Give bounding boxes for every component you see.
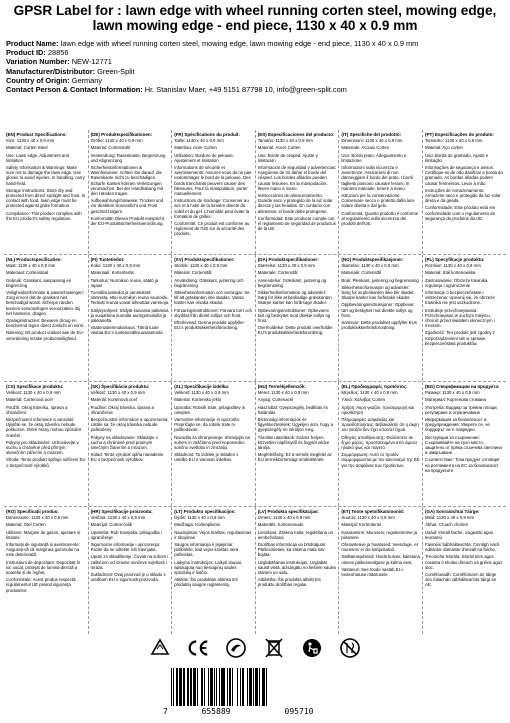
spec-cell — [422, 130, 506, 254]
spec-cell-line: Material: Aço corten — [424, 145, 463, 151]
spec-cell-line: Comhlíonadh: Comhlíonann an táirge seo rialachán sábháilteachta táirgí an AE. — [424, 572, 497, 588]
spec-cell-line: Uso: Borda do gramado, Ajuste e limitação — [424, 152, 489, 163]
spec-cell-line: Инструкции за съхранение: Съхранявайте на сухо място, защитено от пряка слънчева светлина и замръзване. — [424, 434, 502, 456]
spec-cell-line: Instructions de stockage: Conserver au sec et à l'abri de la lumière directe du soleil et du gel. L'humidité peut éviter la formation de grilles. — [174, 198, 250, 219]
spec-cell-heading: (RO) Specificații produs: — [6, 509, 59, 514]
spec-cell-line: Atitiktis: Šis produktas atitinka ES produktų saugos reglamentą. — [174, 577, 238, 588]
spec-cell-line: Anyag: Cortenacél — [257, 397, 294, 403]
spec-cell-line: Vastavus: See toode vastab EL-i tooteohutuse määrusele. — [341, 566, 404, 578]
spec-cell-heading: (ET) Toote spetsifikatsioonid: — [341, 509, 405, 514]
ean-barcode — [163, 668, 347, 716]
barcode-bars — [171, 668, 268, 706]
barcode-digit-right: 095710 — [284, 707, 314, 716]
spec-cell-line: Materiál: Cortenová ocel — [6, 397, 53, 403]
meta-product-id: Product ID: 28856 — [6, 48, 69, 58]
spec-cell-heading: (FR) Spécifications du produit: — [174, 132, 240, 137]
spec-cell-line: Информация за безопасност и предупреждения: Уверете се, че бордюрът не е повреден. — [424, 417, 490, 433]
spec-cell-line: Materiale: Cortenstål — [257, 270, 298, 276]
spec-cell-line: Rozmiar: 1130 x 40 x 0,9 mm — [424, 263, 481, 269]
spec-cell-heading: (HU) Termékjellemzők: — [257, 384, 306, 389]
spec-cell — [171, 130, 255, 254]
spec-cell-line: Sigurnosne informacije i upozorenja: Pazite da ne oštetite rub travnjaka. — [90, 542, 161, 553]
meta-contact: Contact Person & Contact Information: Hr. Stanislav Maer, +49 5151 87798 10, info@green-split.com — [6, 85, 347, 95]
spec-cell-line: Conformitate: Acest produs respectă regulamentul UE privind siguranța produselor. — [6, 577, 76, 593]
spec-cell-line: Turvallisuustiedot ja varoitukset: Varmista, ettei nurmikon reuna vaurioidu. Terävät reunat voivat aiheuttaa vammoja. — [90, 290, 170, 306]
spec-cell-heading: (CS) Specifikace produktu: — [6, 384, 64, 389]
meta-country-of-origin: Country of Origin: Germany — [6, 75, 103, 85]
spec-cell-line: Efterlevnad: Denna produkt uppfyller EU:s produktsäkerhetsförordning. — [174, 320, 244, 331]
spec-cell-line: Veľkosť: 1130 x 40 x 0,9 mm — [90, 390, 145, 396]
spec-cell-line: Dimensioni: 1130 x 40 x 0,9 mm — [341, 138, 403, 144]
spec-cell-line: Förvaringsinstruktioner: Förvara torrt och skyddat från direkt solljus och frost. — [174, 307, 253, 318]
spec-cell-line: Съответствие: Този продукт отговаря на регламента на ЕС за безопасност на продуктите. — [424, 457, 500, 473]
spec-cell-line: Material: Cortenstahl — [90, 145, 131, 151]
product-meta — [6, 39, 504, 94]
eco-circle-icon — [224, 636, 248, 660]
spec-cell-heading: (SL) Specifikacije izdelka: — [174, 384, 230, 389]
spec-cell — [255, 382, 339, 506]
spec-cell-line: Sukladnost: Ovaj proizvod je u skladu s uredbom EU o sigurnosti proizvoda. — [90, 572, 166, 583]
spec-cell-line: Χρήση: Άκρη γκαζόν, προσαρμογή και οριοθέτηση — [341, 404, 415, 415]
spec-cell-line: Atbilstība: Šis produkts atbilst ES produktu drošības regulai. — [257, 577, 321, 588]
spec-cell-line: Sikkerhetsinformasjon og advarsler: Sørg for at plenkanten ikke blir skadet. Skarpe kanter kan forårsake skader. — [341, 284, 415, 301]
spec-cell-line: Materiaal: Cortenstaal — [6, 270, 49, 276]
no-food-icon — [338, 636, 362, 660]
spec-cell-heading: (ES) Especificaciones del producto: — [257, 132, 335, 137]
spec-cell-heading: (DA) Produktspecifikationer: — [257, 257, 319, 262]
spec-cell-line: Saugos informacija ir įspėjimai: Įsitikinkite, kad vejos kraštas nėra pažeistas. — [174, 542, 239, 558]
compliance-marks — [0, 636, 510, 660]
spec-cell-line: Употреба: Бордюр за тревни площи, регулиране и ограничаване — [424, 404, 498, 415]
spec-cell-line: Informations de sécurité et avertissements: Assurez-vous de ne pas endommager le bord de la pelouse. Des bords tranchants peuvent causer des blessures. Pour la manipulation, porter manuellement. — [174, 165, 252, 197]
spec-cell-line: Použití: Okraj trávníku, úprava a ohraničení — [6, 404, 68, 415]
spec-cell-line: Samsvar: Dette produktet oppfyller EUs produktsikkerhetsforordning. — [341, 320, 417, 331]
spec-cell-line: Størrelse: 1130 x 40 x 0,9 mm — [257, 263, 316, 269]
spec-cell-line: Instrucțiuni de depozitare: Depozitați în loc uscat, protejat de lumina directă a soarelui și de îngheț. — [6, 559, 81, 576]
spec-cell-line: Instruções de Armazenamento: Armazene seco e protegido da luz solar direta e da geada. — [424, 187, 501, 204]
spec-cell-line: Size: 1130 x 40 x 0.9 mm — [6, 138, 55, 144]
spec-cell-heading: (EN) Product Specifications: — [6, 132, 67, 137]
spec-cell — [338, 255, 422, 381]
spec-cell-line: Lietošana: Zāliena mala, regulēšana un ierobežošana — [257, 529, 334, 540]
spec-cell-line: Material: Kortensko jeklo — [174, 397, 222, 403]
spec-cell-line: Material: Cortenstål — [174, 270, 212, 276]
spec-cell-line: Användning: Gräskant, justering och begränsning — [174, 277, 244, 288]
spec-cell — [255, 507, 339, 634]
spec-cell-line: Uzglabāšanas instrukcijas: Uzglabāt sausā vietā, aizsargātu no tiešiem saules stariem un sala. — [257, 559, 337, 576]
spec-cell-line: Medžiaga: Kortenplienis — [174, 522, 221, 528]
spec-cell-line: Úsáid: Imeall faiche, coigeartú agus teorannú — [424, 529, 494, 540]
spec-cell — [4, 255, 88, 381]
spec-cell-line: Izmērs: 1130 x 40 x 0,9 mm — [257, 515, 311, 521]
spec-cell-line: Suurus: 1130 x 40 x 0,9 mm — [341, 515, 395, 521]
meta-manufacturer: Manufacturer/Distributor: Green-Split — [6, 66, 135, 76]
spec-cell-line: Bezpečnostní informace a varování: Ujistěte se, že okraj trávníku nebude poškozen. Ostré hrany mohou způsobit zranění. — [6, 417, 81, 438]
spec-cell-heading: (LV) Produkta specifikācijas: — [257, 509, 319, 514]
spec-cell-line: Materiāls: Kortenerauds — [257, 522, 304, 528]
spec-cell-line: Faisnéis Sábháilteachta: Cinntigh nach ndéantar damáiste d'imeall na faiche. — [424, 542, 500, 553]
spec-cell-line: Informazioni sulla sicurezza e avvertenze: Assicurarsi di non danneggiare il bordo del prato. I bordi taglienti possono causare lesioni. In maniera manuale, tenere a mano. — [341, 165, 413, 191]
spec-cell-line: Dydis: 1130 x 40 x 0,9 mm — [174, 515, 225, 521]
spec-cell-line: Bezpečnostné informácie a upozornenia: Uistite sa, že okraj trávnika nebude poškodený. — [90, 417, 169, 433]
wheelie-bin-crossed-icon — [262, 636, 286, 660]
spec-cell-line: Материал: Кортенова стомана — [424, 397, 486, 403]
spec-cell — [338, 382, 422, 506]
spec-cell-line: Conformità: Questo prodotto è conforme al regolamento sulla sicurezza dei prodotti dell'UE. — [341, 210, 419, 227]
spec-cell-line: Säilytysohjeet: Säilytä kuivassa paikassa ja suojattuna suoralta auringonvalolta ja pakkaselta. — [90, 307, 169, 324]
spec-cell-line: Upute za skladištenje: Čuvati na suhom i zaštićeno od izravne sunčeve svjetlosti i mraza. — [90, 554, 169, 570]
spec-cell — [338, 507, 422, 634]
spec-cell — [88, 507, 172, 634]
spec-cell — [171, 507, 255, 634]
spec-cell-line: Tarkoitus: Nurmikon reuna, säätö ja rajaus — [90, 277, 159, 288]
spec-cell-heading: (DE) Produktspezifikationen: — [90, 132, 153, 137]
spec-cell-line: Taille: 1130 x 40 x 0,9 mm — [174, 138, 224, 144]
spec-cell-line: Velikost: 1130 x 40 x 0,9 mm — [6, 390, 61, 396]
spec-cell — [4, 507, 88, 634]
spec-cell-line: Oppbevaringsinstruksjoner: Oppbevar tørt og beskyttet mot direkte sollys og frost. — [341, 302, 414, 318]
spec-cell-line: Použitie: Okraj trávnika, úprava a ohraničenie — [90, 404, 154, 415]
spec-cell-line: Kasutamine: Muruserv, reguleerimine ja piiramine — [341, 529, 418, 540]
language-spec-grid — [4, 130, 506, 634]
spec-row — [4, 506, 506, 634]
spec-cell-line: Πληροφορίες ασφαλείας και προειδοποιήσεις: Βεβαιωθείτε ότι η άκρη του γκαζόν δεν έχει υποστεί ζημιά. — [341, 417, 419, 433]
spec-cell-line: Megfelelőség: Ez a termék megfelel az EU termékbiztonsági rendeletének. — [257, 452, 332, 463]
spec-cell-line: Materiál: Kortenová oceľ — [90, 397, 138, 403]
spec-cell-line: Verwendung: Rasenkante, Begrenzung und Abgrenzung — [90, 152, 166, 163]
spec-cell-line: Οδηγίες αποθήκευσης: Φυλάσσετε σε ξηρό μέρος, προστατευμένο από άμεσο ηλιακό φως και παγετό. — [341, 434, 418, 451]
spec-cell-line: Shoda: Tento produkt splňuje nařízení EU o bezpečnosti výrobků. — [6, 457, 86, 468]
spec-cell — [171, 382, 255, 506]
meta-variation-number: Variation Number: NEW-12771 — [6, 57, 112, 67]
spec-cell-line: Utilisation: Bordure de pelouse, Ajustement et limitation — [174, 152, 234, 163]
spec-cell-line: Velikost: 1130 x 40 x 0,9 mm — [174, 390, 229, 396]
spec-cell-line: Sikkerhedsinformation og advarsler: Sørg for ikke at beskadige græskanten. Skarpe kanter kan forårsage skader. — [257, 290, 333, 306]
spec-cell-line: Istruzioni per la conservazione: Conservare secco e protetto dalla luce solare diretta e dal gelo. — [341, 193, 415, 209]
spec-cell-line: Conformité: Ce produit est conforme au règlement de l'UE sur la sécurité des produits. — [174, 221, 250, 237]
spec-cell-line: Compliance: This product complies with the EU product's safety regulation. — [6, 210, 82, 221]
spec-row — [4, 381, 506, 506]
spec-cell-line: Storlek: 1130 x 40 x 0,9 mm — [174, 263, 228, 269]
spec-cell-heading: (PL) Specyfikacje produktu: — [424, 257, 485, 262]
spec-cell-line: Naleving: Dit product voldoet aan de EU-verordening inzake productveiligheid. — [6, 330, 84, 341]
spec-cell — [88, 382, 172, 506]
spec-cell-line: Instrukcje przechowywania: Przechowywać w suchym miejscu, chronić przed światłem słonecznym i mrozem. — [424, 307, 495, 329]
spec-cell-line: Safety Information & Warnings: Make sure not to damage the lawn edge. Use gloves to avoid injuries. In handling, carry hand-held. — [6, 165, 85, 186]
spec-cell-line: Materijal: Corten čelik — [90, 522, 132, 528]
spec-cell-line: Dimensiune: 1130 x 40 x 0,9 mm — [6, 515, 69, 521]
spec-cell-line: Uporaba: Robnik trate, prilagoditev in omejitev — [174, 404, 246, 415]
spec-cell-line: Pokyny pro skladování: Uchovávejte v suchu a chráněné před přímým slunečním zářením a mrazem. — [6, 439, 79, 456]
spec-cell-line: Informații de siguranță și avertismente: Asigurați-vă că marginea gazonului nu este deteriorată. — [6, 542, 80, 558]
spec-cell — [422, 507, 506, 634]
spec-cell-line: Varnostne informacije in opozorila: Prepričajte se, da robnik trate ni poškodovan. — [174, 417, 240, 433]
spec-cell-line: Upotreba: Rub travnjaka, prilagodba i ograničenje — [90, 529, 162, 540]
spec-cell — [422, 382, 506, 506]
spec-cell-line: Materjal: Kortenteras — [341, 522, 382, 528]
barcode-digits — [163, 707, 347, 716]
spec-cell-line: Conformidade: Este produto está em conformidade com o regulamento de segurança de produtos da UE. — [424, 205, 496, 221]
spec-cell-heading: (HR) Specifikacije proizvoda: — [90, 509, 153, 514]
spec-cell-heading: (EL) Προδιαγραφές προϊόντος: — [341, 384, 408, 389]
spec-cell-line: Materiale: Cortenstål — [341, 270, 382, 276]
spec-cell-line: Treoracha Stórála: Stóráil tirim agus cosanta ó sholas díreach na gréine agus sioc. — [424, 554, 503, 570]
spec-cell-line: Conformidad: Este producto cumple con el reglamento de seguridad de productos de la UE. — [257, 215, 336, 232]
spec-cell — [4, 130, 88, 254]
spec-cell-line: Használat: Gyepszegély, beállítás és határolás — [257, 404, 328, 415]
spec-cell-line: Skladnost: Ta izdelek je skladen z uredbo EU o varnosti izdelkov. — [174, 452, 239, 463]
spec-row — [4, 254, 506, 381]
spec-cell-line: Veiligheidsinformatie & waarschuwingen: Zorg ervoor dat de graskant niet beschadigd wordt. Scherpe randen kunnen verwondingen veroorzaken. Bij het hanteren, dragen. — [6, 290, 84, 316]
spec-cell-line: Aufbewahrungshinweise: Trocken und vor direktem Sonnenlicht und Frost geschützt lagern. — [90, 198, 164, 214]
spec-cell-line: Tárolási utasítások: Száraz helyen, közvetlen napfénytől és fagytól védve tárolja. — [257, 434, 330, 451]
spec-cell-line: Zastosowanie: Obrzeże trawnika, regulacja i ograniczenie — [424, 277, 489, 288]
spec-cell-heading: (GA) Sonraíochtaí Táirge: — [424, 509, 480, 514]
spec-cell-line: Información de seguridad y advertencias: Asegúrese de no dañar el borde del césped. Los bordes afilados pueden causar lesiones. En la manipulación, lleven mano a mano. — [257, 165, 337, 191]
spec-cell-line: Material: Acero Corten — [257, 145, 301, 151]
spec-cell — [4, 382, 88, 506]
spec-cell-line: Navodila za shranjevanje: Shranjujte na suhem in zaščiteno pred neposredno sončno svetlobo in zmrzaljo. — [174, 434, 250, 451]
spec-cell-line: Υλικό: Χάλυβας Corten — [341, 397, 386, 403]
spec-cell-heading: (SK) Špecifikácie produktu: — [90, 384, 150, 389]
spec-cell-line: Maat: 1130 x 40 x 0,9 mm — [6, 263, 56, 269]
spec-cell-line: Vaatimustenmukaisuus: Tämä tuote vastaa EU:n tuoteturvallisuusasetusta. — [90, 325, 164, 336]
spec-cell-line: Zgodność: Ten produkt jest zgodny z rozporządzeniem UE w sprawie bezpieczeństwa produktów. — [424, 330, 495, 346]
spec-cell-heading: (IT) Specifiche del prodotto: — [341, 132, 402, 137]
spec-cell-heading: (NO) Produktspesifikasjoner: — [341, 257, 404, 262]
spec-cell-line: Gebruik: Graskant, aanpassing en begrenzing — [6, 277, 72, 288]
spec-cell-heading: (SV) Produktspecifikationer: — [174, 257, 235, 262]
spec-cell-line: Συμμόρφωση: Αυτό το προϊόν συμμορφώνεται με τον κανονισμό της ΕΕ για την ασφάλεια των προϊόντων. — [341, 452, 420, 468]
spec-cell-line: Instrucciones de almacenamiento: Guarde seco y protegido de la luz solar directa y las heladas. En contacto con alimentos, el borde debe protegerse. — [257, 193, 333, 214]
barcode-digit-prefix: 7 — [163, 707, 168, 716]
spec-cell-line: Naudojimas: Vejos kraštas, reguliavimas ir ribojimas — [174, 529, 252, 540]
spec-cell-line: Tamaño: 1130 x 40 x 0,9 mm — [257, 138, 313, 144]
spec-cell — [88, 130, 172, 254]
spec-cell-line: Размер: 1130 x 40 x 0,9 mm — [424, 390, 480, 396]
spec-cell-line: Material: Corten Steel — [6, 145, 48, 151]
spec-cell-line: Tamanho: 1130 x 40 x 0,9 mm — [424, 138, 483, 144]
spec-cell — [88, 255, 172, 381]
spec-cell — [255, 130, 339, 254]
barcode-digit-left: 655889 — [201, 707, 231, 716]
spec-cell-line: Laikymo instrukcijos: Laikyti sausai, apsaugotą nuo tiesioginių saulės spindulių ir šalčio. — [174, 559, 243, 576]
spec-cell-heading: (NL) Productspecificaties: — [6, 257, 62, 262]
spec-cell-line: Veličina: 1130 x 40 x 0,9 mm — [90, 515, 146, 521]
ce-mark-icon — [186, 636, 210, 660]
spec-cell-line: Súlad: Tento výrobok spĺňa nariadenie EÚ o bezpečnosti výrobkov. — [90, 452, 164, 463]
spec-cell-line: Pokyny na skladovanie: Skladujte v suchu a chránené pred priamym slnečným žiarením a mrazom. — [90, 434, 158, 451]
spec-cell-line: Méret: 1130 x 40 x 0,9 mm — [257, 390, 309, 396]
spec-cell-line: Drošības informācija un brīdinājumi: Pārliecinieties, ka zāliena mala nav bojāta. — [257, 542, 327, 558]
spec-cell-line: Säkerhetsinformation och varningar: Se till att gräskanten inte skadas. Vassa kanter kan orsaka skador. — [174, 290, 250, 306]
spec-cell-line: Méid: 1130 x 40 x 0,9 mm — [424, 515, 475, 521]
spec-cell-line: Materiaali: Kortenteräs — [90, 270, 134, 276]
spec-cell-line: Use: Lawn edge, Adjustment and limitation — [6, 152, 70, 163]
spec-cell — [171, 255, 255, 381]
spec-cell-line: Informações de segurança e avisos: Certifique-se de não danificar a borda do gramado. As bordas afiadas podem causar ferimentos. Levar à mão. — [424, 165, 503, 186]
recycle-triangle-icon — [148, 636, 172, 660]
spec-cell-line: Materiale: Acciaio Corten — [341, 145, 390, 151]
spec-cell-heading: (LT) Produkto specifikacijos: — [174, 509, 236, 514]
spec-cell — [422, 255, 506, 381]
spec-cell-line: Koko: 1130 x 40 x 0,9 mm — [90, 263, 141, 269]
spec-cell-line: Sicherheitsinformationen & Warnhinweise: Achten Sie darauf, die Rasenkante nicht zu beschädigen. Scharfe Kanten können Verletzungen verursachen. Bei der Handhabung mit den Händen tragen. — [90, 165, 163, 197]
spec-cell-line: Ohutusteave ja hoiatused: Veenduge, et muruserv ei ole kahjustatud. — [341, 542, 418, 553]
spec-cell-line: Konformität: Dieses Produkt entspricht der EU-Produktsicherheitsverordnung. — [90, 215, 164, 227]
spec-cell-line: Biztonsági információk és figyelmeztetések: Ügyeljen arra, hogy a gyepszegély ne sérüljön meg. — [257, 417, 334, 433]
spec-cell-line: Overholdelse: Dette produkt overholder EU's produktsikkerhedsforordning. — [257, 325, 333, 336]
spec-cell-line: Ábhar: Cruach chorten — [424, 522, 469, 528]
spec-cell-line: Uso: Borde de césped, Ajuste y limitación — [257, 152, 318, 163]
spec-row — [4, 130, 506, 254]
spec-cell-line: Bruk: Plenkant, justering og begrensning — [341, 277, 419, 283]
spec-cell-line: Größe: 1130 x 40 x 0,9 mm — [90, 138, 143, 144]
barcode-bar — [267, 668, 268, 706]
spec-cell-heading: (PT) Especificações do produto: — [424, 132, 494, 137]
spec-cell-line: Opslaginstructies: Bewaren droog en beschermd tegen direct zonlicht en vorst. — [6, 318, 85, 329]
spec-cell-heading: (BG) Спецификации на продукта: — [424, 384, 500, 389]
spec-cell — [255, 255, 339, 381]
spec-cell-line: Uso: Bordo prato, Adeguamento e limitazione — [341, 152, 407, 163]
spec-cell-line: Størrelse: 1130 x 40 x 0,9 mm — [341, 263, 399, 269]
tidyman-icon — [300, 636, 324, 660]
spec-cell-line: Säilitamisjuhised: Hoida kuivas, kaitstuna otsese päikesevalguse ja külma eest. — [341, 554, 420, 565]
spec-cell-line: Μέγεθος: 1130 x 40 x 0,9 mm — [341, 390, 398, 396]
spec-cell-line: Informacje o bezpieczeństwie i ostrzeżenia: Upewnij się, że obrzeże trawnika nie jest uszkodzone. — [424, 290, 495, 306]
spec-cell — [338, 130, 422, 254]
spec-cell-line: Material: Oțel Corten — [6, 522, 46, 528]
spec-cell-line: Utilizare: Margine de gazon, ajustare și limitare — [6, 529, 81, 540]
spec-cell-line: Matériau: Acier Corten — [174, 145, 217, 151]
meta-product-name: Product Name: lawn edge with wheel running corten steel, mowing edge, lawn mowing edge - end piece, 1130 x 40 x 0.9 mm — [6, 39, 419, 48]
page-title: GPSR Label for : lawn edge with wheel running corten steel, mowing edge, lawn mowing edge - end piece, 1130 x 40 x 0.9 mm — [13, 3, 497, 33]
spec-cell-line: Storage Instructions: Store dry and protected from direct sunlight and frost. In contact with food, lawn edge must be protected against grate formation. — [6, 187, 86, 209]
spec-cell-heading: (FI) Tuotetiedot: — [90, 257, 125, 262]
spec-cell-line: Opbevaringsinstruktioner: Opbevares tørt og beskyttet mod direkte sollys og frost. — [257, 307, 331, 324]
spec-cell-line: Anvendelse: Græskant, justering og begrænsning — [257, 277, 327, 288]
spec-cell-line: Materiał: Stal kortenowska — [424, 270, 476, 276]
